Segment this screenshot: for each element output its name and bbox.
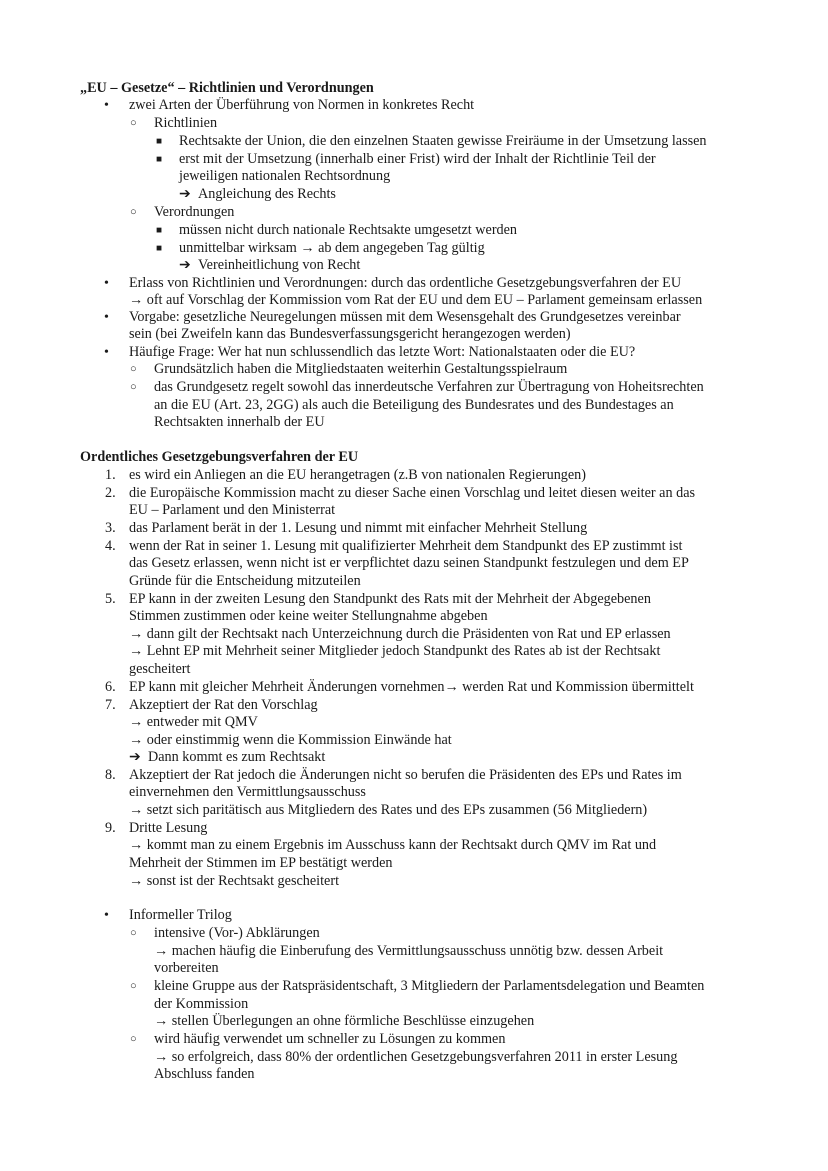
circle-bullet-icon: ○ — [130, 927, 137, 939]
text-line: → setzt sich paritätisch aus Mitgliedern des Rates und des EPs zusammen (56 Mitgliedern) — [129, 802, 648, 818]
arrow-right-icon: ➔ — [129, 749, 141, 765]
circle-bullet-icon: ○ — [130, 1033, 137, 1045]
arrow-right-icon: ➔ — [179, 257, 191, 273]
text-line: wird häufig verwendet um schneller zu Lösungen zu kommen — [154, 1031, 506, 1047]
bullet-icon: • — [104, 908, 109, 923]
text-line: das Parlament berät in der 1. Lesung und nimmt mit einfacher Mehrheit Stellung — [129, 520, 588, 536]
list-number: 8. — [105, 767, 116, 783]
text-line: EP kann mit gleicher Mehrheit Änderungen vornehmen→ werden Rat und Kommission übermittelt — [129, 679, 694, 695]
text-line: Häufige Frage: Wer hat nun schlussendlich das letzte Wort: Nationalstaaten oder die EU? — [129, 344, 636, 360]
text-line: Richtlinien — [154, 115, 218, 131]
text-line: Angleichung des Rechts — [198, 186, 336, 202]
text-line: → Lehnt EP mit Mehrheit seiner Mitglieder jedoch Standpunkt des Rates ab ist der Rechtsakt — [129, 643, 661, 659]
list-number: 5. — [105, 591, 116, 607]
text-line: EU – Parlament und den Ministerrat — [129, 502, 336, 518]
list-number: 9. — [105, 820, 116, 836]
text-line: Rechtsakte der Union, die den einzelnen Staaten gewisse Freiräume in der Umsetzung lassen — [179, 133, 707, 149]
text-line: die Europäische Kommission macht zu dieser Sache einen Vorschlag und leitet diesen weiter an das — [129, 485, 696, 501]
text-line: → entweder mit QMV — [129, 714, 258, 730]
text-line: müssen nicht durch nationale Rechtsakte umgesetzt werden — [179, 222, 518, 238]
text-line: Rechtsakten innerhalb der EU — [154, 414, 325, 430]
section-title-eu-gesetze: „EU – Gesetze“ – Richtlinien und Verordnungen — [80, 80, 374, 96]
text-line: Dritte Lesung — [129, 820, 208, 836]
list-number: 4. — [105, 538, 116, 554]
text-line: Gründe für die Entscheidung mitzuteilen — [129, 573, 361, 589]
text-line: → machen häufig die Einberufung des Vermittlungsausschuss unnötig bzw. dessen Arbeit — [154, 943, 664, 959]
text-line: → so erfolgreich, dass 80% der ordentlichen Gesetzgebungsverfahren 2011 in erster Lesung — [154, 1049, 678, 1065]
bullet-icon: • — [104, 345, 109, 360]
list-number: 1. — [105, 467, 116, 483]
text-line: → sonst ist der Rechtsakt gescheitert — [129, 873, 340, 889]
list-number: 2. — [105, 485, 116, 501]
square-bullet-icon: ■ — [156, 154, 163, 165]
text-line: → dann gilt der Rechtsakt nach Unterzeichnung durch die Präsidenten von Rat und EP erlassen — [129, 626, 671, 642]
text-line: Grundsätzlich haben die Mitgliedstaaten weiterhin Gestaltungsspielraum — [154, 361, 568, 377]
arrow-right-icon: ➔ — [179, 186, 191, 202]
text-line: Erlass von Richtlinien und Verordnungen: durch das ordentliche Gesetzgebungsverfahren der EU — [129, 275, 682, 291]
text-line: Informeller Trilog — [129, 907, 232, 923]
list-number: 6. — [105, 679, 116, 695]
circle-bullet-icon: ○ — [130, 363, 137, 375]
text-line: Abschluss fanden — [154, 1066, 255, 1082]
text-line: EP kann in der zweiten Lesung den Standpunkt des Rats mit der Mehrheit der Abgegebenen — [129, 591, 651, 607]
circle-bullet-icon: ○ — [130, 980, 137, 992]
text-line: der Kommission — [154, 996, 249, 1012]
text-line: Dann kommt es zum Rechtsakt — [148, 749, 326, 765]
list-number: 3. — [105, 520, 116, 536]
text-line: Stimmen zustimmen oder keine weiter Stellungnahme abgeben — [129, 608, 488, 624]
square-bullet-icon: ■ — [156, 243, 163, 254]
text-line: zwei Arten der Überführung von Normen in konkretes Recht — [129, 97, 475, 113]
bullet-icon: • — [104, 310, 109, 325]
circle-bullet-icon: ○ — [130, 117, 137, 129]
text-line: wenn der Rat in seiner 1. Lesung mit qualifizierter Mehrheit dem Standpunkt des EP zustimmt ist — [129, 538, 683, 554]
text-line: → kommt man zu einem Ergebnis im Ausschuss kann der Rechtsakt durch QMV im Rat und — [129, 837, 657, 853]
text-line: → oft auf Vorschlag der Kommission vom Rat der EU und dem EU – Parlament gemeinsam erlassen — [129, 292, 703, 308]
text-line: an die EU (Art. 23, 2GG) als auch die Beteiligung des Bundesrates und des Bundestages an — [154, 397, 674, 413]
text-line: vorbereiten — [154, 960, 219, 976]
text-line: → stellen Überlegungen an ohne förmliche Beschlüsse einzugehen — [154, 1013, 535, 1029]
text-line: Vereinheitlichung von Recht — [198, 257, 361, 273]
text-line: sein (bei Zweifeln kann das Bundesverfassungsgericht herangezogen werden) — [129, 326, 571, 342]
text-line: erst mit der Umsetzung (innerhalb einer Frist) wird der Inhalt der Richtlinie Teil der — [179, 151, 656, 167]
text-line: intensive (Vor-) Abklärungen — [154, 925, 320, 941]
text-line: kleine Gruppe aus der Ratspräsidentschaft, 3 Mitgliedern der Parlamentsdelegation und Beamten — [154, 978, 705, 994]
bullet-icon: • — [104, 98, 109, 113]
text-line: Akzeptiert der Rat jedoch die Änderungen nicht so berufen die Präsidenten des EPs und Rates im — [129, 767, 682, 783]
text-line: gescheitert — [129, 661, 191, 677]
text-line: jeweiligen nationalen Rechtsordnung — [179, 168, 391, 184]
text-line: das Gesetz erlassen, wenn nicht ist er verpflichtet dazu seinen Standpunkt festzulegen und dem EP — [129, 555, 689, 571]
section-title-gesetzgebungsverfahren: Ordentliches Gesetzgebungsverfahren der EU — [80, 449, 359, 465]
text-line: das Grundgesetz regelt sowohl das innerdeutsche Verfahren zur Übertragung von Hoheitsrechten — [154, 379, 704, 395]
circle-bullet-icon: ○ — [130, 381, 137, 393]
square-bullet-icon: ■ — [156, 136, 163, 147]
text-line: Mehrheit der Stimmen im EP bestätigt werden — [129, 855, 393, 871]
bullet-icon: • — [104, 276, 109, 291]
list-number: 7. — [105, 697, 116, 713]
circle-bullet-icon: ○ — [130, 206, 137, 218]
square-bullet-icon: ■ — [156, 225, 163, 236]
text-line: es wird ein Anliegen an die EU herangetragen (z.B von nationalen Regierungen) — [129, 467, 586, 483]
text-line: Verordnungen — [154, 204, 235, 220]
text-line: einvernehmen den Vermittlungsausschuss — [129, 784, 366, 800]
text-line: Vorgabe: gesetzliche Neuregelungen müssen mit dem Wesensgehalt des Grundgesetzes vereinbar — [129, 309, 681, 325]
text-line: → oder einstimmig wenn die Kommission Einwände hat — [129, 732, 452, 748]
text-line: unmittelbar wirksam → ab dem angegeben Tag gültig — [179, 240, 485, 256]
text-line: Akzeptiert der Rat den Vorschlag — [129, 697, 318, 713]
